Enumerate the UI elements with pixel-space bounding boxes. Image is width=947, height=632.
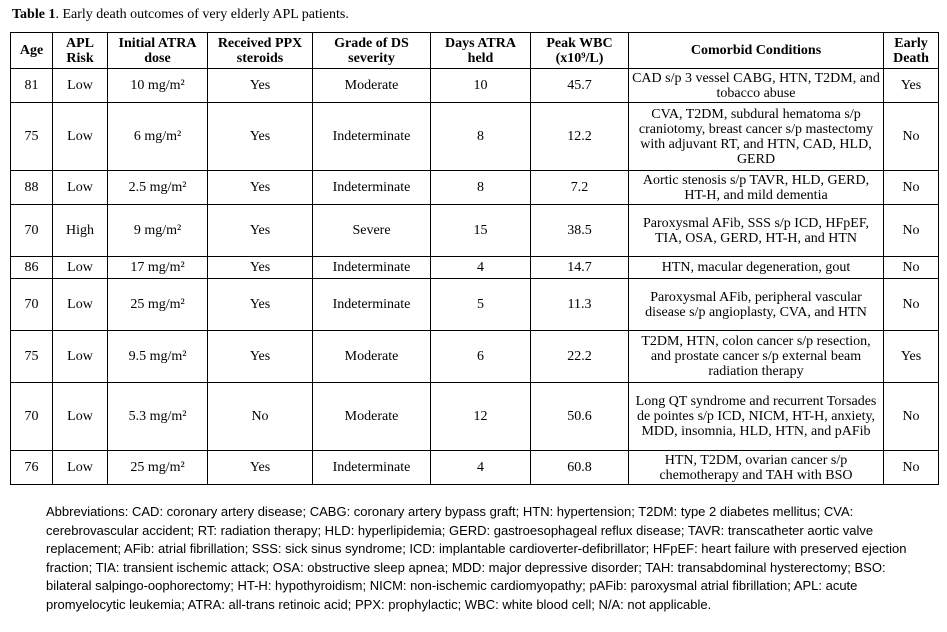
cell-age: 75: [11, 103, 53, 171]
table-row: [11, 451, 939, 485]
outcomes-table: [10, 32, 939, 485]
cell-days: 4: [431, 257, 531, 279]
header-row: [11, 33, 939, 69]
cell-dose: 9 mg/m²: [108, 205, 208, 257]
table-row: [11, 279, 939, 331]
abbreviations-footnote: Abbreviations: CAD: coronary artery disease; CABG: coronary artery bypass graft; HTN: hypertension; T2DM: type 2 diabetes mellitus; CVA: cerebrovascular accident; RT: radiation therapy; HLD: hyperlipidemia; GERD: gastroesophageal reflux disease; TAVR: transcatheter aortic valve replacement; AFib: atrial fibrillation; SSS: sick sinus syndrome; ICD: implantable cardioverter-defibrillator; HFpEF: heart failure with preserved ejection fraction; TIA: transient ischemic attack; OSA: obstructive sleep apnea; MDD: major depressive disorder; TAH: transabdominal hysterectomy; BSO: bilateral salpingo-oophorectomy; HT-H: hypothyroidism; NICM: non-ischemic cardiomyopathy; pAFib: paroxysmal atrial fibrillation; APL: acute promyelocytic leukemia; ATRA: all-trans retinoic acid; PPX: prophylactic; WBC: white blood cell; N/A: not applicable.: [46, 504, 907, 612]
cell-risk: Low: [53, 257, 108, 279]
cell-ds: Moderate: [313, 69, 431, 103]
cell-days: 5: [431, 279, 531, 331]
cell-age: 75: [11, 331, 53, 383]
cell-age: 86: [11, 257, 53, 279]
cell-days: 4: [431, 451, 531, 485]
cell-wbc: 7.2: [531, 171, 629, 205]
col-header-comorbid: Comorbid Conditions: [629, 33, 884, 69]
cell-risk: Low: [53, 171, 108, 205]
cell-age: 70: [11, 205, 53, 257]
cell-death: Yes: [884, 331, 939, 383]
col-header-days: Days ATRA held: [431, 33, 531, 69]
table-row: [11, 205, 939, 257]
cell-days: 8: [431, 171, 531, 205]
cell-death: No: [884, 103, 939, 171]
cell-dose: 5.3 mg/m²: [108, 383, 208, 451]
cell-steroids: Yes: [208, 279, 313, 331]
cell-ds: Indeterminate: [313, 103, 431, 171]
cell-comorbid: T2DM, HTN, colon cancer s/p resection, and prostate cancer s/p external beam radiation therapy: [629, 331, 884, 383]
cell-ds: Indeterminate: [313, 257, 431, 279]
cell-comorbid: CVA, T2DM, subdural hematoma s/p craniotomy, breast cancer s/p mastectomy with adjuvant RT, and HTN, CAD, HLD, GERD: [629, 103, 884, 171]
cell-dose: 9.5 mg/m²: [108, 331, 208, 383]
cell-death: No: [884, 451, 939, 485]
cell-days: 8: [431, 103, 531, 171]
cell-ds: Indeterminate: [313, 279, 431, 331]
cell-steroids: Yes: [208, 69, 313, 103]
cell-risk: Low: [53, 103, 108, 171]
cell-dose: 25 mg/m²: [108, 451, 208, 485]
cell-risk: Low: [53, 451, 108, 485]
cell-comorbid: Long QT syndrome and recurrent Torsades de pointes s/p ICD, NICM, HT-H, anxiety, MDD, insomnia, HLD, HTN, and pAFib: [629, 383, 884, 451]
cell-wbc: 12.2: [531, 103, 629, 171]
cell-steroids: No: [208, 383, 313, 451]
cell-days: 6: [431, 331, 531, 383]
cell-death: No: [884, 205, 939, 257]
cell-dose: 6 mg/m²: [108, 103, 208, 171]
table-caption-text: . Early death outcomes of very elderly APL patients.: [55, 7, 349, 22]
cell-comorbid: Paroxysmal AFib, peripheral vascular disease s/p angioplasty, CVA, and HTN: [629, 279, 884, 331]
cell-ds: Moderate: [313, 331, 431, 383]
table-row: [11, 69, 939, 103]
cell-death: No: [884, 383, 939, 451]
col-header-age: Age: [11, 33, 53, 69]
cell-wbc: 11.3: [531, 279, 629, 331]
col-header-ds: Grade of DS severity: [313, 33, 431, 69]
cell-dose: 2.5 mg/m²: [108, 171, 208, 205]
cell-risk: Low: [53, 331, 108, 383]
cell-dose: 10 mg/m²: [108, 69, 208, 103]
cell-death: No: [884, 279, 939, 331]
cell-steroids: Yes: [208, 257, 313, 279]
col-header-steroids: Received PPX steroids: [208, 33, 313, 69]
cell-wbc: 45.7: [531, 69, 629, 103]
col-header-dose: Initial ATRA dose: [108, 33, 208, 69]
cell-age: 81: [11, 69, 53, 103]
cell-comorbid: CAD s/p 3 vessel CABG, HTN, T2DM, and tobacco abuse: [629, 69, 884, 103]
table-row: [11, 383, 939, 451]
cell-age: 70: [11, 279, 53, 331]
table-row: [11, 171, 939, 205]
cell-ds: Moderate: [313, 383, 431, 451]
cell-death: No: [884, 257, 939, 279]
col-header-wbc: Peak WBC (x10⁹/L): [531, 33, 629, 69]
col-header-death: Early Death: [884, 33, 939, 69]
cell-wbc: 38.5: [531, 205, 629, 257]
cell-wbc: 50.6: [531, 383, 629, 451]
cell-risk: Low: [53, 279, 108, 331]
cell-steroids: Yes: [208, 205, 313, 257]
cell-age: 76: [11, 451, 53, 485]
cell-wbc: 14.7: [531, 257, 629, 279]
cell-ds: Indeterminate: [313, 451, 431, 485]
cell-death: No: [884, 171, 939, 205]
cell-age: 70: [11, 383, 53, 451]
cell-days: 10: [431, 69, 531, 103]
cell-risk: High: [53, 205, 108, 257]
cell-steroids: Yes: [208, 451, 313, 485]
table-row: [11, 257, 939, 279]
cell-steroids: Yes: [208, 171, 313, 205]
cell-ds: Indeterminate: [313, 171, 431, 205]
cell-days: 12: [431, 383, 531, 451]
cell-steroids: Yes: [208, 103, 313, 171]
cell-dose: 17 mg/m²: [108, 257, 208, 279]
table-caption: [12, 6, 349, 23]
cell-ds: Severe: [313, 205, 431, 257]
cell-days: 15: [431, 205, 531, 257]
cell-risk: Low: [53, 383, 108, 451]
cell-comorbid: HTN, macular degeneration, gout: [629, 257, 884, 279]
cell-age: 88: [11, 171, 53, 205]
table-row: [11, 331, 939, 383]
cell-comorbid: HTN, T2DM, ovarian cancer s/p chemotherapy and TAH with BSO: [629, 451, 884, 485]
col-header-risk: APL Risk: [53, 33, 108, 69]
cell-wbc: 60.8: [531, 451, 629, 485]
cell-comorbid: Aortic stenosis s/p TAVR, HLD, GERD, HT-H, and mild dementia: [629, 171, 884, 205]
cell-steroids: Yes: [208, 331, 313, 383]
table-row: [11, 103, 939, 171]
cell-death: Yes: [884, 69, 939, 103]
cell-comorbid: Paroxysmal AFib, SSS s/p ICD, HFpEF, TIA, OSA, GERD, HT-H, and HTN: [629, 205, 884, 257]
cell-dose: 25 mg/m²: [108, 279, 208, 331]
table-caption-label: Table 1: [12, 7, 56, 22]
cell-risk: Low: [53, 69, 108, 103]
cell-wbc: 22.2: [531, 331, 629, 383]
